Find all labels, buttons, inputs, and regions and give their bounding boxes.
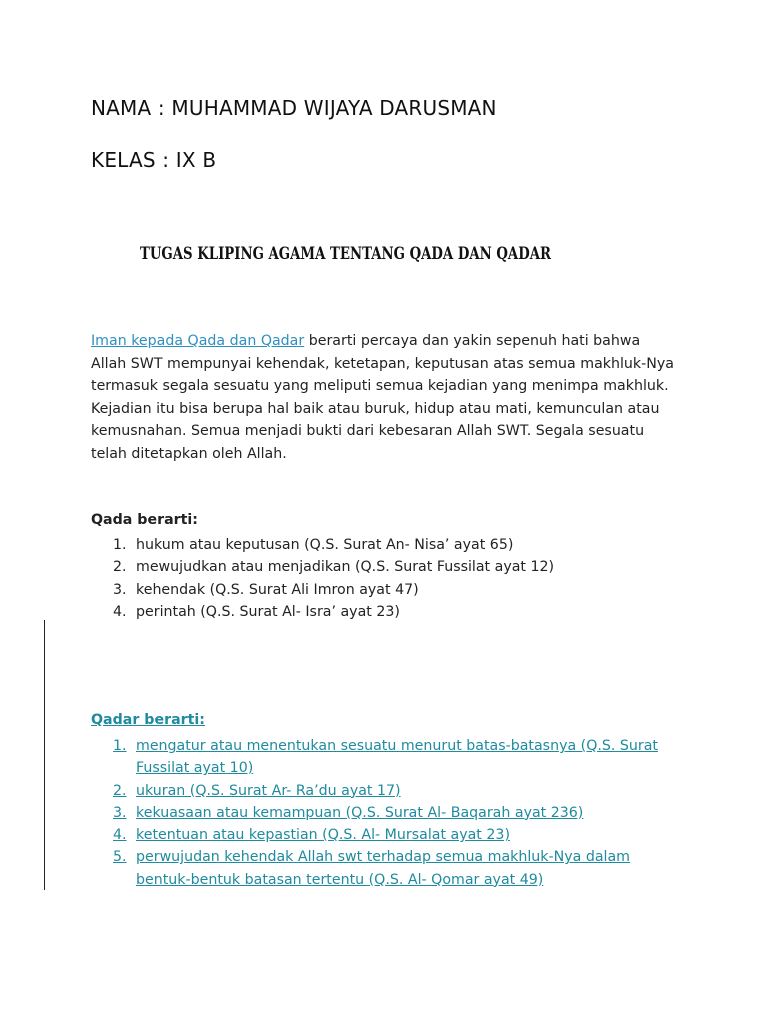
list-item-line[interactable]: kekuasaan atau kemampuan (Q.S. Surat Al- Baqarah ayat 236) — [136, 804, 584, 821]
list-item-line: hukum atau keputusan (Q.S. Surat An- Nisa’ ayat 65) — [136, 537, 514, 553]
list-item-line[interactable]: ukuran (Q.S. Surat Ar- Ra’du ayat 17) — [136, 782, 401, 799]
student-name: NAMA : MUHAMMAD WIJAYA DARUSMAN — [91, 96, 497, 120]
intro-line-5: kemusnahan. Semua menjadi bukti dari kebesaran Allah SWT. Segala sesuatu — [91, 423, 645, 440]
list-item-number: 2. — [113, 559, 127, 576]
list-item-number: 4. — [113, 827, 127, 844]
intro-line-3: termasuk segala sesuatu yang meliputi semua kejadian yang menimpa makhluk. — [91, 378, 669, 395]
list-item-line[interactable]: bentuk-bentuk batasan tertentu (Q.S. Al- Qomar ayat 49) — [136, 871, 544, 888]
margin-rule — [44, 620, 45, 890]
qadar-list — [113, 735, 658, 891]
qadar-list-item[interactable] — [113, 824, 658, 846]
list-item-line: mewujudkan atau menjadikan (Q.S. Surat Fussilat ayat 12) — [136, 559, 555, 576]
list-item-text — [136, 534, 513, 556]
qadar-list-item[interactable] — [113, 735, 658, 780]
qada-list-item — [113, 579, 554, 601]
qadar-list-item[interactable] — [113, 846, 658, 891]
intro-paragraph — [91, 330, 691, 466]
list-item-line: kehendak (Q.S. Surat Ali Imron ayat 47) — [136, 581, 419, 598]
qadar-list-item[interactable] — [113, 780, 658, 802]
list-item-line[interactable]: ketentuan atau kepastian (Q.S. Al- Mursalat ayat 23) — [136, 827, 510, 844]
list-item-number: 1. — [113, 738, 127, 754]
list-item-line[interactable]: mengatur atau menentukan sesuatu menurut batas-batasnya (Q.S. Surat — [136, 738, 658, 754]
list-item-text[interactable] — [136, 780, 401, 802]
student-class: KELAS : IX B — [91, 148, 217, 172]
intro-line-1-rest: berarti percaya dan yakin sepenuh hati bahwa — [304, 333, 641, 349]
document-title: TUGAS KLIPING AGAMA TENTANG QADA DAN QADAR — [140, 244, 552, 264]
list-item-line[interactable]: perwujudan kehendak Allah swt terhadap semua makhluk-Nya dalam — [136, 849, 630, 866]
intro-line-2: Allah SWT mempunyai kehendak, ketetapan, keputusan atas semua makhluk-Nya — [91, 355, 674, 372]
list-item-number: 1. — [113, 537, 127, 553]
qada-list — [113, 534, 554, 623]
intro-line-6: telah ditetapkan oleh Allah. — [91, 445, 287, 462]
intro-line-4: Kejadian itu bisa berupa hal baik atau buruk, hidup atau mati, kemunculan atau — [91, 400, 660, 417]
intro-line-1 — [91, 330, 691, 353]
list-item-text — [136, 579, 419, 601]
qada-list-item — [113, 534, 554, 556]
qada-list-item — [113, 556, 554, 578]
list-item-text[interactable] — [136, 802, 583, 824]
qada-heading: Qada berarti: — [91, 512, 198, 528]
intro-link[interactable]: Iman kepada Qada dan Qadar — [91, 333, 305, 349]
list-item-text — [136, 556, 554, 578]
list-item-number: 3. — [113, 581, 127, 598]
qada-list-item — [113, 601, 554, 623]
list-item-text[interactable] — [136, 846, 630, 891]
list-item-text[interactable] — [136, 824, 510, 846]
list-item-number: 3. — [113, 804, 127, 821]
list-item-line: perintah (Q.S. Surat Al- Isra’ ayat 23) — [136, 603, 400, 620]
list-item-text[interactable] — [136, 735, 658, 780]
list-item-number: 4. — [113, 603, 127, 620]
list-item-text — [136, 601, 400, 623]
qadar-heading[interactable]: Qadar berarti: — [91, 712, 205, 728]
list-item-line[interactable]: Fussilat ayat 10) — [136, 760, 254, 777]
list-item-number: 2. — [113, 782, 127, 799]
list-item-number: 5. — [113, 849, 127, 866]
qadar-list-item[interactable] — [113, 802, 658, 824]
